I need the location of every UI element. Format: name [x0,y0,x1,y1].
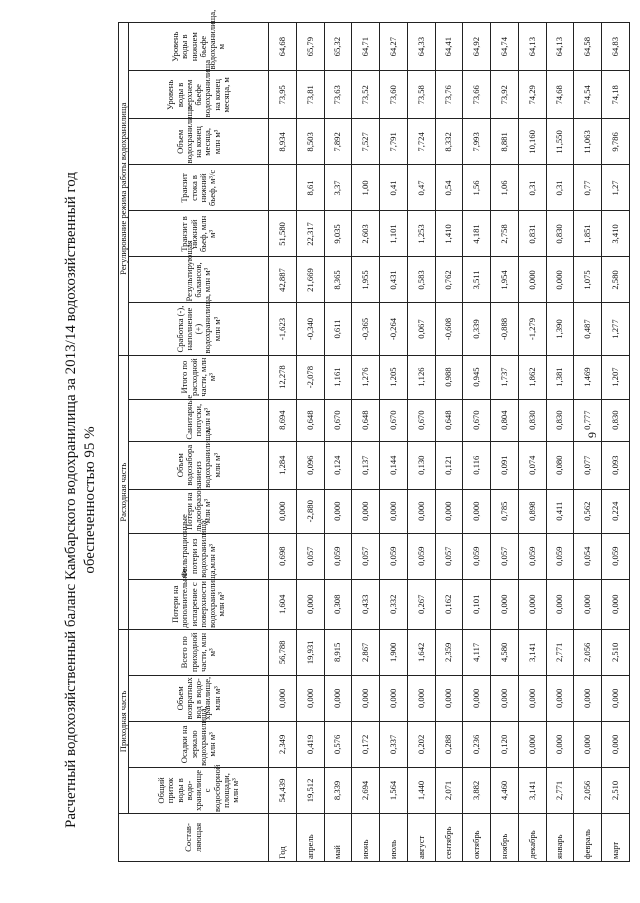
table-cell: 64,74 [491,23,519,71]
table-cell: 0,000 [574,721,602,767]
table-cell: 0,059 [602,533,630,579]
table-cell: 0,059 [324,533,352,579]
table-cell: 3,410 [602,211,630,257]
table-cell: 0,670 [324,399,352,441]
table-cell: 0,000 [518,579,546,629]
table-cell: 22,317 [297,211,325,257]
table-cell: 64,41 [435,23,463,71]
table-cell: 0,670 [463,399,491,441]
table-cell: 0,31 [546,165,574,211]
table-cell: 0,000 [380,675,408,721]
table-cell: 7,527 [352,119,380,165]
table-cell: 0,000 [518,675,546,721]
table-cell: 4,580 [491,629,519,675]
table-cell: 64,58 [574,23,602,71]
table-row [518,23,546,862]
table-cell: 0,054 [574,533,602,579]
header-return-water: Объем возвратных вод в водо-хранилище, млн м³ [129,675,269,721]
table-cell: -0,608 [435,303,463,355]
table-cell: 7,892 [324,119,352,165]
table-cell: 64,13 [518,23,546,71]
table-cell: 0,057 [297,533,325,579]
table-cell: 2,056 [574,629,602,675]
table-cell: 7,724 [407,119,435,165]
table-cell: 8,881 [491,119,519,165]
row-label: февраль [574,813,602,861]
table-cell: -0,264 [380,303,408,355]
table-cell: 8,61 [297,165,325,211]
table-cell: 0,988 [435,355,463,399]
table-cell: 7,791 [380,119,408,165]
table-cell: -1,623 [269,303,297,355]
page-number: 9 [585,432,599,438]
table-cell: 1,284 [269,441,297,489]
table-row [491,23,519,862]
table-cell: 0,236 [463,721,491,767]
table-cell: 0,116 [463,441,491,489]
table-cell: 64,92 [463,23,491,71]
table-cell [269,165,297,211]
table-cell: 3,141 [518,629,546,675]
table-cell: 0,121 [435,441,463,489]
table-cell: 21,669 [297,257,325,303]
table-cell: 3,141 [518,767,546,813]
table-cell: 0,000 [602,579,630,629]
table-cell: 65,79 [297,23,325,71]
table-cell: 0,000 [463,489,491,533]
header-water-intake: Объем водозабора из водохранилища, млн м³ [129,441,269,489]
table-cell: 0,000 [352,489,380,533]
table-cell: 3,37 [324,165,352,211]
table-cell: 0,431 [380,257,408,303]
table-cell: 4,117 [463,629,491,675]
table-cell: 2,071 [435,767,463,813]
table-cell: 1,276 [352,355,380,399]
table-cell: 0,000 [491,579,519,629]
table-cell: 0,267 [407,579,435,629]
table-cell: 42,887 [269,257,297,303]
table-cell: 19,931 [297,629,325,675]
table-cell: 0,057 [352,533,380,579]
header-expense-total: Итого по расходной части, млн м³ [129,355,269,399]
table-cell: 0,611 [324,303,352,355]
table-cell: 0,576 [324,721,352,767]
table-cell: 0,059 [463,533,491,579]
table-cell: 0,091 [491,441,519,489]
header-ice-loss: Потери на льдообразование, млн м³ [129,489,269,533]
table-cell: 64,13 [546,23,574,71]
table-cell: 1,06 [491,165,519,211]
table-cell: 0,057 [491,533,519,579]
table-cell: 12,278 [269,355,297,399]
table-cell: 64,71 [352,23,380,71]
row-label: ноябрь [491,813,519,861]
table-cell: 0,000 [269,675,297,721]
table-cell: 1,381 [546,355,574,399]
table-cell: 0,000 [380,489,408,533]
table-cell: 64,27 [380,23,408,71]
table-cell: 0,172 [352,721,380,767]
table-row [352,23,380,862]
table-cell: 73,60 [380,71,408,119]
table-cell: 0,898 [518,489,546,533]
row-label: сентябрь [435,813,463,861]
table-cell: 0,000 [574,579,602,629]
table-cell: 2,867 [352,629,380,675]
table-cell: 1,161 [324,355,352,399]
table-cell: 2,694 [352,767,380,813]
header-upper-level: Уровень воды в верхнем бьефе водохранилища на конец месяца, м [129,71,269,119]
table-cell: 0,000 [518,257,546,303]
table-cell: 9,035 [324,211,352,257]
table-cell: 0,785 [491,489,519,533]
header-balance-result: Результирующая балансов, млн м³ [129,257,269,303]
table-cell: 0,096 [297,441,325,489]
header-sanitary-release: Санитарные попуски, млн м³ [129,399,269,441]
table-cell: 2,771 [546,767,574,813]
table-cell: 0,059 [380,533,408,579]
table-cell: 0,074 [518,441,546,489]
table-row [463,23,491,862]
table-cell: -0,888 [491,303,519,355]
table-cell: 74,68 [546,71,574,119]
table-cell: 0,804 [491,399,519,441]
table-cell: 0,562 [574,489,602,533]
header-regime-group: Регулирование режима работы водохранилища [119,23,129,356]
table-cell: 1,642 [407,629,435,675]
table-cell: 0,945 [463,355,491,399]
table-cell: 0,000 [297,675,325,721]
table-cell: 0,487 [574,303,602,355]
table-cell: 0,093 [602,441,630,489]
table-cell: 0,419 [297,721,325,767]
table-cell: 4,181 [463,211,491,257]
row-label: май [324,813,352,861]
table-cell: -2,078 [297,355,325,399]
table-cell: 1,900 [380,629,408,675]
table-cell: 0,670 [380,399,408,441]
table-cell: 0,830 [518,399,546,441]
header-expense-group: Расходная часть [119,355,129,629]
header-component: Состав-ляющая [119,813,269,861]
table-cell: -0,365 [352,303,380,355]
table-cell: 0,144 [380,441,408,489]
row-label: март [602,813,630,861]
table-cell: 0,54 [435,165,463,211]
row-label: октябрь [463,813,491,861]
table-cell: 9,786 [602,119,630,165]
table-cell: 65,32 [324,23,352,71]
table-cell: 73,95 [269,71,297,119]
table-cell: 0,777 [574,399,602,441]
table-cell: 54,439 [269,767,297,813]
table-row [574,23,602,862]
header-income-group: Приходная часть [119,629,129,813]
table-cell: 1,440 [407,767,435,813]
table-cell: 7,993 [463,119,491,165]
table-cell: 0,057 [435,533,463,579]
table-cell: 0,000 [602,675,630,721]
table-cell: 0,130 [407,441,435,489]
table-cell: 51,580 [269,211,297,257]
table-cell: 8,915 [324,629,352,675]
table-row [435,23,463,862]
table-cell: 0,337 [380,721,408,767]
table-cell: 0,059 [546,533,574,579]
table-cell: 8,332 [435,119,463,165]
table-cell: -0,340 [297,303,325,355]
table-cell: 0,648 [352,399,380,441]
table-cell: 10,160 [518,119,546,165]
water-balance-table [118,9,630,862]
table-cell: 0,000 [324,675,352,721]
header-transit-volume: Транзит в нижний бьеф, млн м³ [129,211,269,257]
row-label: август [407,813,435,861]
table-cell: 1,075 [574,257,602,303]
table-cell: 0,77 [574,165,602,211]
table-row [324,23,352,862]
header-filtration-loss: Фильтрационные потери из водохранилища, млн м³ [129,533,269,579]
table-cell: 0,648 [435,399,463,441]
table-cell: 73,92 [491,71,519,119]
table-cell: 0,830 [602,399,630,441]
header-evaporation-loss: Потери на дополнительное испарение с поверхности водохранилища, млн м³ [129,579,269,629]
table-cell: 0,830 [546,211,574,257]
row-label: апрель [297,813,325,861]
table-cell: 2,580 [602,257,630,303]
table-body [269,23,630,862]
table-cell: 2,603 [352,211,380,257]
table-cell: -2,880 [297,489,325,533]
row-label: июнь [352,813,380,861]
table-cell: 0,000 [546,721,574,767]
header-transit-flow: Транзит стока в нижний бьеф, м³/с [129,165,269,211]
table-cell: 74,18 [602,71,630,119]
table-cell: 0,059 [407,533,435,579]
table-cell: 11,550 [546,119,574,165]
table-cell: 73,63 [324,71,352,119]
table-cell: 0,000 [574,675,602,721]
table-cell: 3,882 [463,767,491,813]
table-cell: 0,000 [407,489,435,533]
table-cell: 8,934 [269,119,297,165]
table-cell: 1,56 [463,165,491,211]
table-cell: 73,76 [435,71,463,119]
table-cell: 8,694 [269,399,297,441]
table-cell: 0,332 [380,579,408,629]
rotated-table-container [118,9,630,862]
table-cell: 8,503 [297,119,325,165]
table-cell: 0,224 [602,489,630,533]
table-cell: 1,253 [407,211,435,257]
table-cell: 1,954 [491,257,519,303]
table-row-total [269,23,297,862]
table-cell: 1,564 [380,767,408,813]
table-cell: 0,47 [407,165,435,211]
table-cell: 1,862 [518,355,546,399]
table-cell: 0,000 [602,721,630,767]
table-cell: 1,205 [380,355,408,399]
table-cell: 0,000 [463,675,491,721]
table-cell: 2,056 [574,767,602,813]
table-cell: 0,830 [546,399,574,441]
table-cell: 1,737 [491,355,519,399]
table-cell: -1,279 [518,303,546,355]
table-cell: 0,583 [407,257,435,303]
table-cell: 0,000 [546,257,574,303]
header-income-total: Всего по приходной части, млн м³ [129,629,269,675]
table-cell: 74,54 [574,71,602,119]
table-cell: 2,771 [546,629,574,675]
table-cell: 1,410 [435,211,463,257]
table-cell: 0,162 [435,579,463,629]
table-cell: 0,411 [546,489,574,533]
table-cell: 3,511 [463,257,491,303]
table-cell: 0,077 [574,441,602,489]
table-cell: 0,000 [352,675,380,721]
table-cell: 0,308 [324,579,352,629]
table-cell: 1,277 [602,303,630,355]
table-row [380,23,408,862]
table-cell: 19,512 [297,767,325,813]
table-cell: 0,288 [435,721,463,767]
table-cell: 64,68 [269,23,297,71]
table-cell: 2,758 [491,211,519,257]
header-drawdown-filling: Сработка (-), наполнение (+) водохранилища, млн м³ [129,303,269,355]
table-cell: 1,00 [352,165,380,211]
table-cell: 0,762 [435,257,463,303]
table-cell: 1,207 [602,355,630,399]
table-cell: 0,000 [324,489,352,533]
table-cell: 0,120 [491,721,519,767]
table-cell: 0,339 [463,303,491,355]
table-cell: 8,365 [324,257,352,303]
table-cell: 0,41 [380,165,408,211]
header-lower-level: Уровень воды в нижнем бьефе водохранилища, м [129,23,269,71]
row-label: декабрь [518,813,546,861]
table-cell: 64,83 [602,23,630,71]
table-cell: 0,067 [407,303,435,355]
title-line-1: Расчетный водохозяйственный баланс Камбарского водохранилища за 2013/14 водохозяйственный год [63,172,79,828]
table-cell: 73,58 [407,71,435,119]
row-label: июль [380,813,408,861]
table-cell: 73,81 [297,71,325,119]
row-label: январь [546,813,574,861]
header-group-row [119,23,129,862]
header-columns-row [129,23,269,862]
table-cell: 0,698 [269,533,297,579]
table-cell: 0,648 [297,399,325,441]
document-title [62,140,122,860]
table-row [297,23,325,862]
table-cell: 64,33 [407,23,435,71]
table-cell: 1,126 [407,355,435,399]
table-cell: 1,604 [269,579,297,629]
table-cell: 1,469 [574,355,602,399]
table-cell: 0,000 [546,675,574,721]
header-inflow: Общий приток воды в водо-хранилище с водосборной площади, млн м³ [129,767,269,813]
table-cell: 74,29 [518,71,546,119]
table-cell: 0,124 [324,441,352,489]
table-cell: 0,000 [269,489,297,533]
table-cell: 0,000 [297,579,325,629]
table-cell: 73,52 [352,71,380,119]
table-row [407,23,435,862]
table-cell: 2,510 [602,767,630,813]
table-cell: 1,851 [574,211,602,257]
header-precipitation: Осадки на зеркало водохранилища, млн м³ [129,721,269,767]
table-cell: 0,000 [407,675,435,721]
table-row [546,23,574,862]
table-cell: 2,349 [269,721,297,767]
table-cell: 56,788 [269,629,297,675]
table-cell: 0,080 [546,441,574,489]
table-cell: 0,000 [435,489,463,533]
table-cell: 0,000 [546,579,574,629]
table-cell: 0,101 [463,579,491,629]
table-cell: 0,000 [435,675,463,721]
table-cell: 4,460 [491,767,519,813]
table-cell: 1,955 [352,257,380,303]
title-line-2: обеспеченностью 95 % [82,426,98,574]
table-cell: 0,137 [352,441,380,489]
row-label: Год [269,813,297,861]
table-cell: 0,202 [407,721,435,767]
table-cell: 1,101 [380,211,408,257]
table-cell: 0,433 [352,579,380,629]
table-row [602,23,630,862]
table-cell: 0,059 [518,533,546,579]
table-cell: 11,063 [574,119,602,165]
table-cell: 1,27 [602,165,630,211]
table-cell: 0,31 [518,165,546,211]
table-cell: 0,670 [407,399,435,441]
table-cell: 0,000 [491,675,519,721]
header-reservoir-volume: Объем водохранилища на конец месяца, млн м³ [129,119,269,165]
table-cell: 73,66 [463,71,491,119]
table-cell: 1,390 [546,303,574,355]
table-cell: 2,510 [602,629,630,675]
table-cell: 0,831 [518,211,546,257]
table-cell: 8,339 [324,767,352,813]
table-cell: 0,000 [518,721,546,767]
table-cell: 2,359 [435,629,463,675]
